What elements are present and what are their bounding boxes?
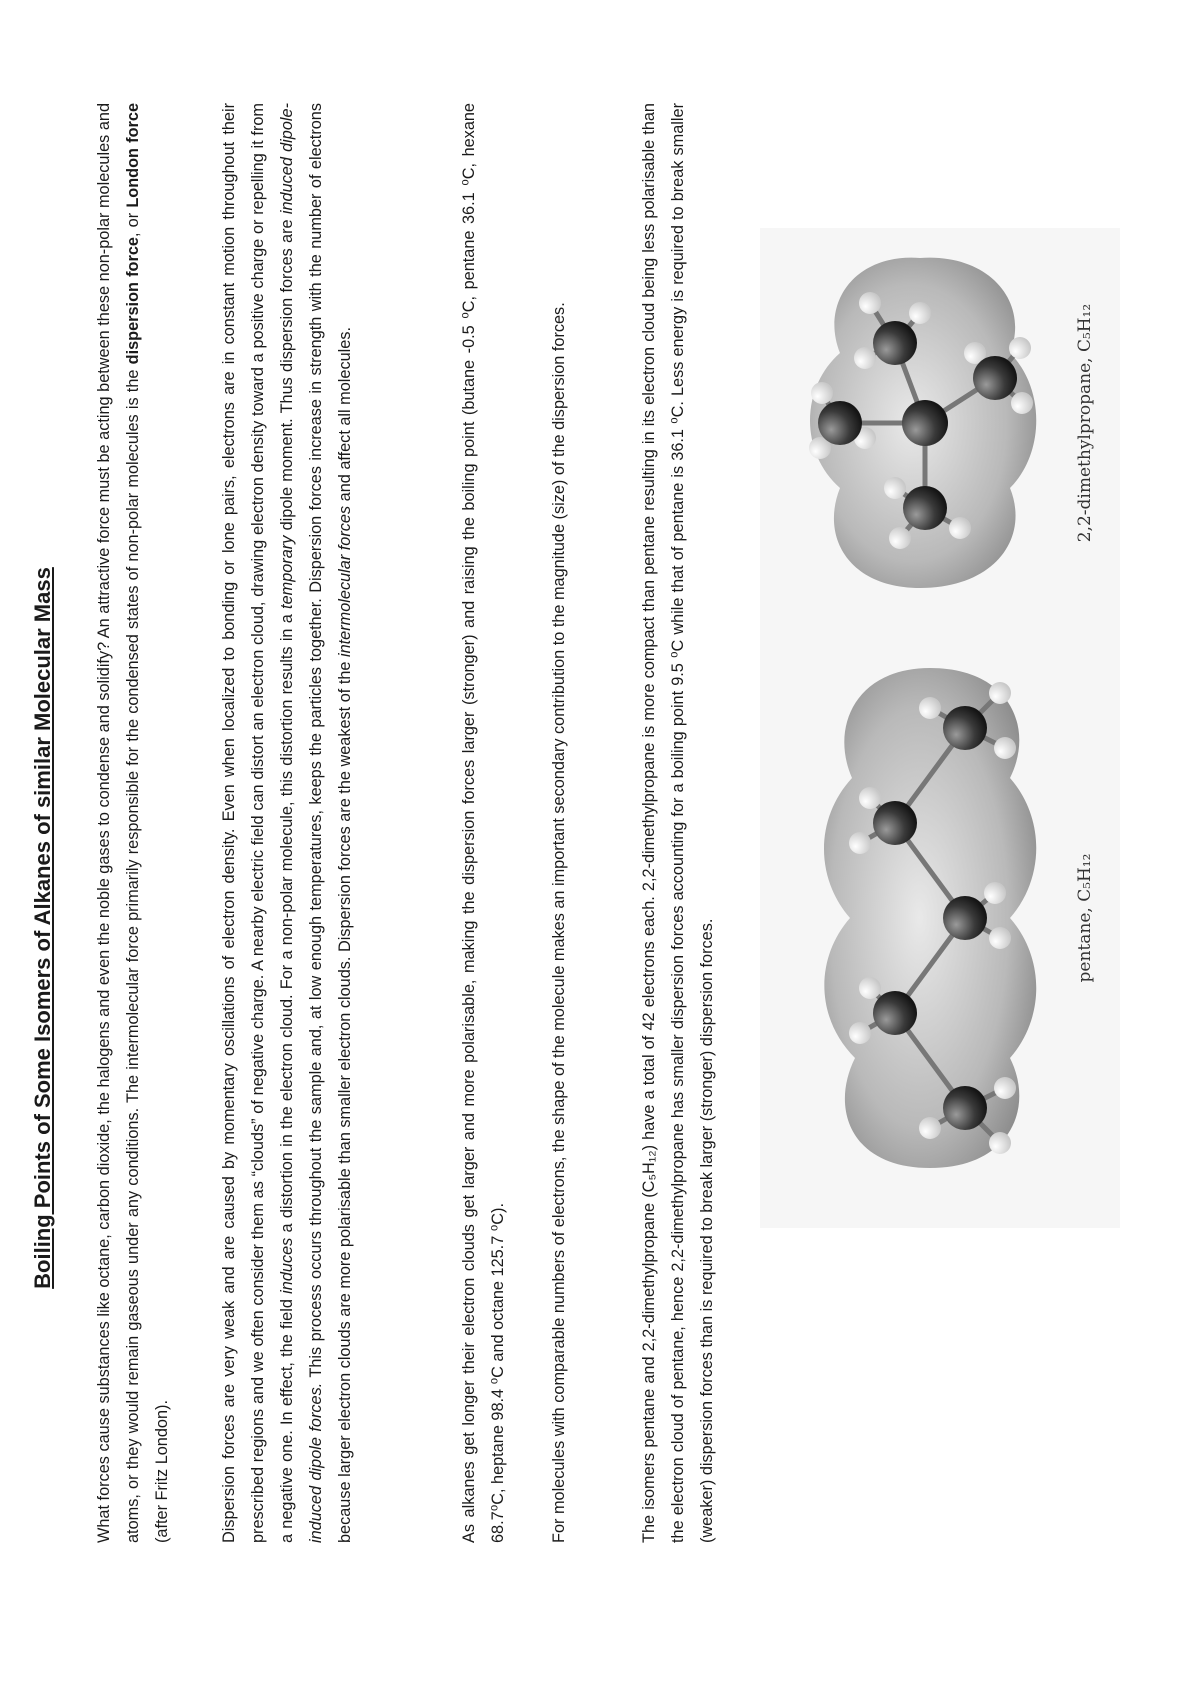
text-run: (after Fritz London).: [153, 1400, 171, 1543]
paragraph-alkane-boiling-points: As alkanes get longer their electron clouds get larger and more polarisable, making the dispersion forces larger (stronger) and raising the boiling point (butane -0.5 ⁰C, pentane 36.1 ⁰C, hexane 68.7⁰C, heptane 98.4 ⁰C and octane 125.7 ⁰C).: [460, 103, 507, 1543]
bold-term-dispersion-force: dispersion force: [124, 237, 142, 365]
italic-term: temporary: [278, 535, 296, 609]
text-run: and affect all molecules.: [336, 326, 354, 506]
molecule-models-svg: [760, 228, 1120, 1228]
molecule-figure: [760, 228, 1120, 1228]
italic-term: intermolecular forces: [336, 505, 354, 658]
paragraph-intro: [90, 103, 177, 1543]
paragraph-isomers: The isomers pentane and 2,2-dimethylpropane (C₅H₁₂) have a total of 42 electrons each. 2,2-dimethylpropane is more compact than pentane resulting in its electron cloud being less polarisable than the electron cloud of pentane, hence 2,2-dimethylpropane has smaller dispersion forces accounting for a boiling point 9.5 ⁰C while that of pentane is 36.1 ⁰C. Less energy is required to break smaller (weaker) dispersion forces than is required to break larger (stronger) dispersion forces.: [640, 103, 716, 1543]
text-run: This process occurs throughout the sample and, at low enough temperatures, keeps the particles together. Dispersion forces increase in strength with the number of electrons because larger electron clouds are more polarisable than smaller electron clouds. Dispersion forces are the weakest of the: [307, 103, 354, 1543]
paragraph-dispersion-forces: [215, 103, 360, 1543]
bold-term-london-force: London force: [124, 103, 142, 208]
text-run: dipole moment. Thus dispersion forces are: [278, 214, 296, 536]
text-run: Dispersion forces are very weak and are caused by momentary oscillations of electron density. Even when localized to bonding or lone pairs, electrons are in constant motion throughout their prescribed regions and we often consider them as “clouds” of negative charge. A nearby electric field can distort an electron cloud, drawing electron density toward a positive charge or repelling it from a negative one. In effect, the field: [220, 103, 296, 1543]
text-run: , or: [124, 207, 142, 238]
text-run: a distortion in the electron cloud. For a non-polar molecule, this distortion results in a: [278, 608, 296, 1238]
dimethylpropane-label: 2,2-dimethylpropane, C₅H₁₂: [1075, 303, 1095, 543]
page-title: Boiling Points of Some Isomers of Alkanes of similar Molecular Mass: [30, 567, 55, 1289]
italic-term: induced dipole-induced dipole forces.: [278, 103, 325, 1543]
italic-term: induces: [278, 1237, 296, 1294]
text-run: What forces cause substances like octane, carbon dioxide, the halogens and even the noble gases to condense and solidify? An attractive force must be acting between these non-polar molecules and atoms, or they would remain gaseous under any conditions. The intermolecular force primarily responsible for the condensed states of non-polar molecules is the: [95, 103, 142, 1543]
paragraph-molecule-shape: For molecules with comparable numbers of electrons, the shape of the molecule makes an important secondary contribution to the magnitude (size) of the dispersion forces.: [550, 302, 568, 1543]
pentane-label: pentane, C₅H₁₂: [1075, 853, 1095, 983]
